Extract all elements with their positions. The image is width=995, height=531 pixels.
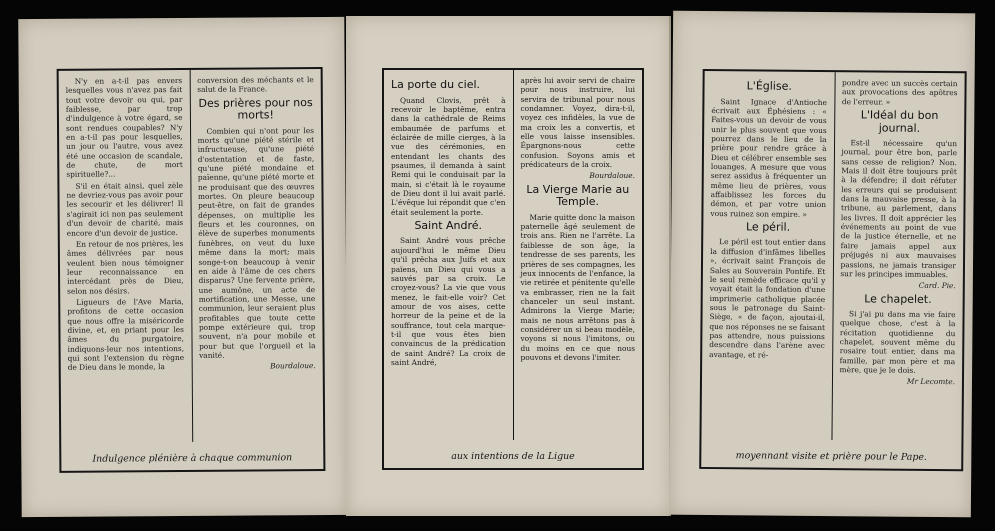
left-page-footer: Indulgence plénière à chaque communion (92, 452, 293, 465)
right-column-1 (701, 71, 834, 440)
section-heading: L'Église. (746, 79, 792, 93)
middle-page-footer: aux intentions de la Ligue (451, 451, 575, 462)
section-heading: Le chapelet. (864, 291, 932, 306)
paragraph: Ligueurs de l'Ave Maria, profitons de cette occasion que nous offre la miséricorde divine, et, en priant pour les âmes du purgatoire, indiquons-leur nos intentions, qui sont l'extension du règne de Dieu dans le monde, la (67, 296, 185, 373)
signature: Bourdaloue. (270, 361, 316, 371)
paragraph: Le péril est tout entier dans la diffusion d'infâmes libelles », écrivait saint François de Sales au Souverain Pontife. Et le seul remède efficace qu'il y voyait était la fondation d'une imprimerie catholique placée sous le patronage du Saint-Siège, « de façon, ajoutai-il, que nos réponses ne se faisant pas attendre, nous puissions descendre dans l'arène avec avantage, et ré- (709, 237, 826, 360)
signature: Card. Pie. (918, 281, 956, 291)
left-page-columns (59, 69, 324, 443)
right-page-frame (699, 69, 966, 471)
left-column-2 (189, 69, 323, 442)
middle-column-2 (513, 70, 643, 440)
middle-column-1 (384, 70, 513, 440)
paragraph: après lui avoir servi de chaire pour nous instruire, lui servira de tribunal pour nous condamner. Voyez, dira-t-il, voyez ces infidèles, la vue de ma croix les a convertis, et elle vous laisse insensibles. Épargnons-nous cette confusion. Soyons amis et prédicateurs de la croix. (520, 76, 635, 170)
right-page-columns (701, 71, 964, 441)
right-page (669, 11, 975, 518)
paragraph: pondre avec un succès certain aux provocations des apôtres de l'erreur. » (841, 78, 958, 107)
section-heading: Saint André. (414, 218, 483, 232)
paragraph: En retour de nos prières, les âmes délivrées par nous veulent bien nous témoigner leur reconnaissance en intercédant près de Dieu, selon nos désirs. (66, 238, 184, 296)
section-heading: Le péril. (745, 220, 791, 234)
left-column-1 (59, 70, 192, 443)
paragraph: Est-il nécessaire qu'un journal, pour être bon, parle sans cesse de religion? Non. Mais il doit être toujours prêt à la défendre; il doit réfuter les erreurs qui se produisent dans la mauvaise presse, à la tribune, au parlement, dans les livres. Il doit apprécier les événements au point de vue de la justice éternelle, et ne faire jamais appel aux préjugés ni aux mauvaises passions, ne jamais transiger sur les principes immuables. (840, 138, 958, 279)
right-column-2 (831, 72, 965, 441)
paragraph: Marie quitte donc la maison paternelle âgé seulement de trois ans. Rien ne l'arrête. La faiblesse de son âge, la tendresse de ses parents, les prières de ses compagnes, les jeux innocents de l'enfance, la vie retirée et pénitente qu'elle va embrasser, rien ne la fait chanceler un seul instant. Admirons la Vierge Marie; mais ne nous arrêtons pas à considérer un si beau modèle, voyons si nous l'imitons, ou du moins en ce que nous pouvons et devons l'imiter. (520, 212, 635, 362)
paragraph: Saint André vous prêche aujourd'hui le même Dieu qu'il prêcha aux Juifs et aux païens, un Dieu qui vous a sauvés par sa croix. Le croyez-vous? La vie que vous menez, le fait-elle voir? Cet amour de vos aises, cette horreur de la peine et de la souffrance, tout cela marque-t-il que vous êtes bien convaincus de la prédication de saint André? La croix de saint André, (391, 236, 506, 367)
middle-page (346, 16, 671, 516)
middle-page-columns (384, 70, 642, 440)
section-heading: La porte du ciel. (391, 78, 481, 91)
signature: Bourdaloue. (589, 171, 635, 181)
paragraph: Si j'ai pu dans ma vie faire quelque chose, c'est à la récitation quotidienne du chapelet, souvent même du rosaire tout entier, dans ma famille, par mon père et ma mère, que je le dois. (839, 309, 956, 375)
left-page-frame (57, 67, 326, 473)
paragraph: Quand Clovis, prêt à recevoir le baptême, entra dans la cathédrale de Reims embaumée de parfums et éclairée de mille cierges, à la vue des cérémonies, en entendant les chants des psaumes, il demanda à saint Remi qui le conduisait par la main, si c'était là le royaume de Dieu dont il lui avait parlé. L'évêque lui répondit que c'en était seulement la porte. (391, 95, 506, 217)
signature: Mr Lecomte. (906, 377, 956, 387)
paragraph: S'il en était ainsi, quel zèle ne devriez-vous pas avoir pour les secourir et les délivrer! Il s'agirait ici non pas seulement d'un devoir de charité, mais encore d'un devoir de justice. (66, 180, 184, 238)
section-heading: Des prières pour nos morts! (198, 95, 313, 122)
right-page-footer: moyennant visite et prière pour le Pape. (735, 450, 927, 463)
middle-page-frame (382, 68, 644, 470)
paragraph: Combien qui n'ont pour les morts qu'une piété stérile et infructueuse, qu'une piété d'ostentation et de faste, qu'une piété mondaine et païenne, qu'une piété morte et ne produisant que des œuvres mortes. On pleure beaucoup peut-être, on fait de grandes dépenses, on multiplie les fleurs et les couronnes, on élève de superbes monuments funèbres, on veut du luxe même dans la mort; mais songe-t-on beaucoup à venir en aide à l'âme de ces chers disparus? Une fervente prière, une aumône, un acte de mortification, une Messe, une communion, leur seraient plus profitables que toute cette pompe extérieure qui, trop souvent, n'a pour mobile et pour but que l'orgueil et la vanité. (197, 125, 316, 360)
paragraph: N'y en a-t-il pas envers lesquelles vous n'avez pas fait tout votre devoir ou qui, par faiblesse, par trop d'indulgence à votre égard, se sont rendues coupables? N'y en a-t-il pas pour lesquelles, un jour ou l'autre, vous avez été une occasion de scandale, de chute, de mort spirituelle?... (65, 76, 183, 180)
paragraph: Saint Ignace d'Antioche écrivait aux Éphésiens : « Faites-vous un devoir de vous unir le plus souvent que vous pourrez dans le lieu de la prière pour rendre grâce à Dieu et célébrer ensemble ses louanges. A mesure que vous serez assidus à fréquenter un même lieu de prières, vous affaiblissez les forces du démon, et par votre union vous ruinez son empire. » (710, 96, 827, 219)
paragraph: conversion des méchants et le salut de la France. (197, 75, 314, 95)
section-heading: L'Idéal du bon journal. (860, 108, 939, 135)
section-heading: La Vierge Marie au Temple. (526, 182, 630, 209)
left-page (18, 17, 347, 517)
